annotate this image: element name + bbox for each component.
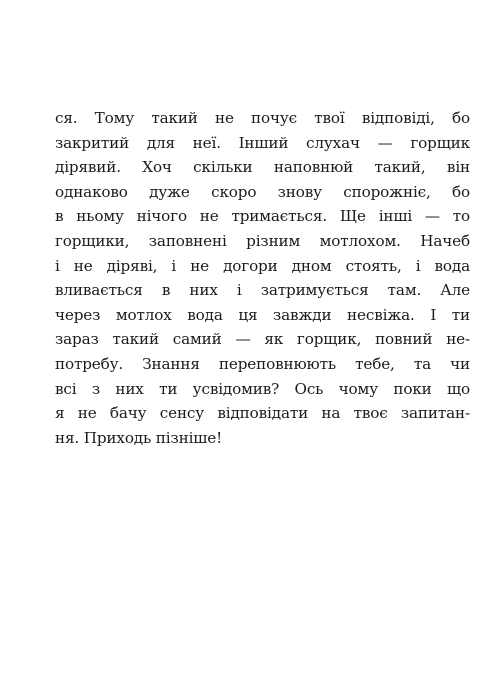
text-line: і не діряві, і не догори дном стоять, і вода — [55, 256, 470, 275]
text-line: всі з них ти усвідомив? Ось чому поки що — [55, 379, 470, 398]
text-line: закритий для неї. Інший слухач — горщик — [55, 133, 470, 152]
text-line: дірявий. Хоч скільки наповнюй такий, він — [55, 158, 470, 177]
text-line: через мотлох вода ця завжди несвіжа. І ти — [55, 305, 470, 324]
text-line: в ньому нічого не тримається. Ще інші — то — [55, 207, 470, 226]
text-line: вливається в них і затримується там. Але — [55, 281, 470, 300]
body-paragraph — [55, 106, 470, 450]
text-line: ся. Тому такий не почує твої відповіді, бо — [55, 109, 470, 127]
text-line: потребу. Знання переповнюють тебе, та чи — [55, 354, 470, 373]
text-line: горщики, заповнені різним мотлохом. Начеб — [55, 231, 470, 250]
text-line: я не бачу сенсу відповідати на твоє запитан- — [55, 404, 470, 423]
text-line: однаково дуже скоро знову спорожніє, бо — [55, 182, 470, 201]
text-line: зараз такий самий — як горщик, повний не- — [55, 330, 470, 349]
text-line-last: ня. Приходь пізніше! — [55, 428, 223, 447]
